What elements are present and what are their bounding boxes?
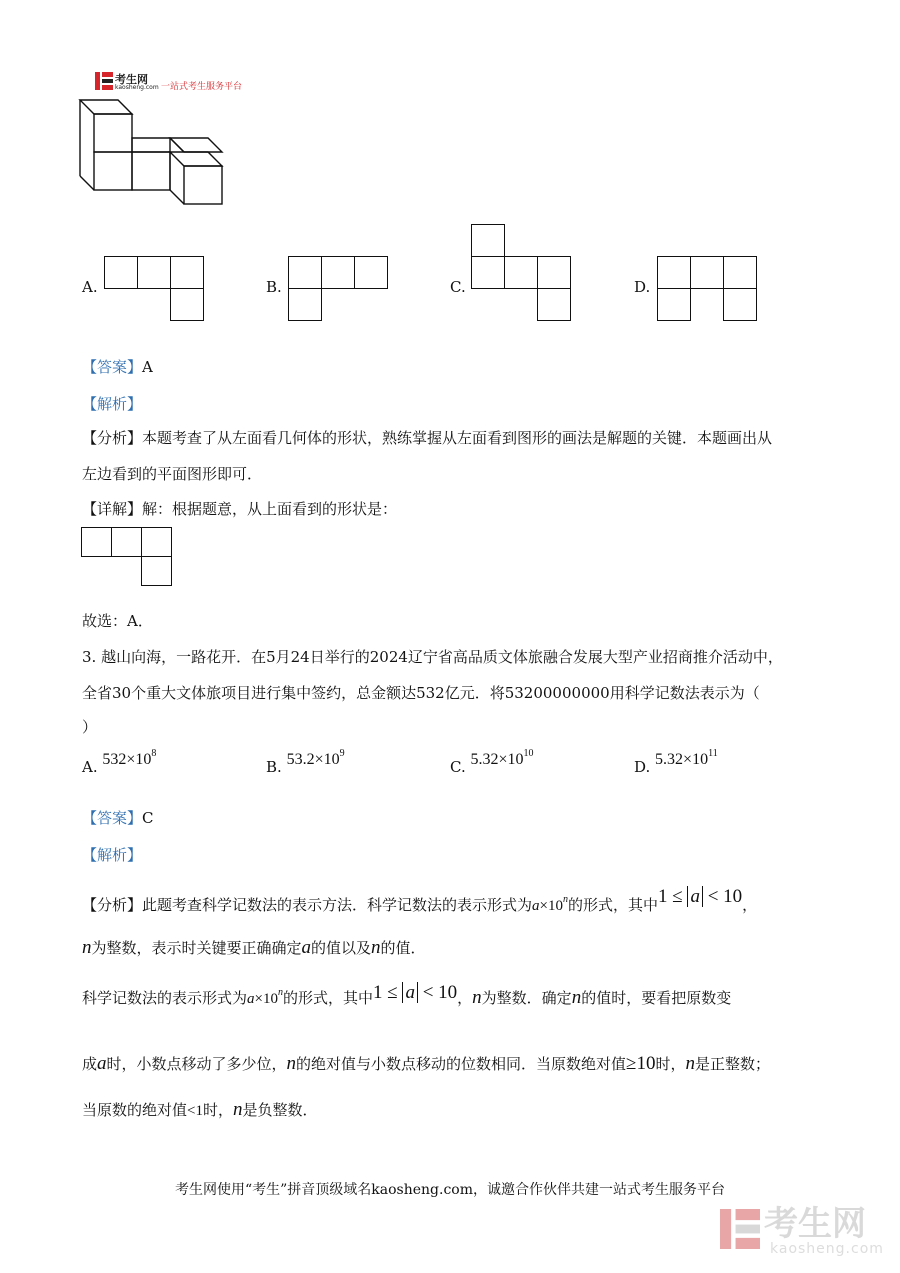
q3-para3: 成a时，小数点移动了多少位，n的绝对值与小数点移动的位数相同．当原数绝对值≥10时，n是正整数； [82,1053,771,1074]
q3-analysis-tag: 【解析】 [82,846,143,864]
q3-option-c: C. $5.32\times 10^{10}$ [450,748,534,776]
q3-answer [82,808,154,828]
q2-option-c-label: C. [450,278,466,296]
q2-option-a-label: A. [82,278,98,296]
q2-choose: 故选：A． [82,612,153,630]
kaosheng-logo-icon [95,72,113,90]
q2-detail: 【详解】解：根据题意，从上面看到的形状是： [82,500,398,518]
watermark-domain: kaosheng.com [770,1241,884,1257]
q2-option-b-label: B. [266,278,282,296]
q3-fenxi-line2: n为整数，表示时关键要正确确定a的值以及n的值． [82,937,426,958]
cube-solid-figure [78,96,228,208]
q2-answer [82,357,153,377]
q3-para4: 当原数的绝对值<1时，n是负整数． [82,1099,318,1120]
q2-fenxi-line1: 【分析】本题考查了从左面看几何体的形状，熟练掌握从左面看到图形的画法是解题的关键．本题画出从 [82,429,773,447]
q2-fenxi-line2: 左边看到的平面图形即可． [82,465,263,483]
q3-option-a: A. $532\times 10^8$ [82,748,157,776]
answer-tag: 【答案】 [82,358,143,376]
brand-name: 考生网 [115,73,148,86]
brand-domain: kaosheng.com [115,84,159,91]
footer-text: 考生网使用“考生”拼音顶级域名kaosheng.com，诚邀合作伙伴共建一站式考生服务平台 [174,1182,726,1198]
watermark-brand: 考生网 [764,1204,866,1244]
q2-analysis-tag: 【解析】 [82,395,143,413]
answer-value: C [142,809,154,827]
q3-option-d: D. $5.32\times 10^{11}$ [634,748,718,776]
q3-stem-line3: ） [82,718,98,736]
q2-option-d-label: D. [634,278,651,296]
answer-tag: 【答案】 [82,809,143,827]
brand-slogan: 一站式考生服务平台 [161,82,243,92]
q3-stem-line1: 3. 越山向海，一路花开．在5月24日举行的2024辽宁省高品质文体旅融合发展大型产业招商推介活动中， [82,648,783,666]
q3-para2: 科学记数法的表示形式为$a\times 10^n$的形式，其中1 ≤ a < 10，n为整数．确定n的值时，要看把原数变 [82,982,732,1008]
kaosheng-watermark-icon [720,1208,760,1250]
q3-stem-line2: 全省30个重大文体旅项目进行集中签约，总金额达532亿元．将53200000000用科学记数法表示为（ [82,684,760,702]
q3-option-b: B. $53.2\times 10^9$ [266,748,345,776]
answer-value: A [142,358,153,376]
q3-fenxi-line1: 【分析】此题考查科学记数法的表示方法．科学记数法的表示形式为$a\times 10^n$的形式，其中1 ≤ a < 10， [82,886,758,914]
